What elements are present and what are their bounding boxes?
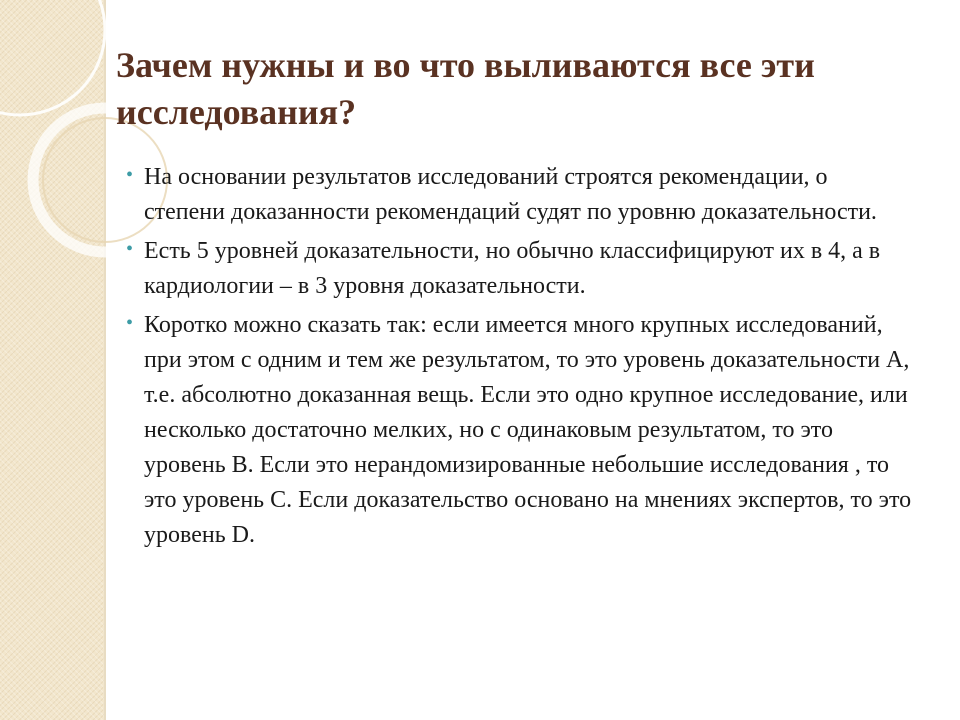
bullet-item: [124, 160, 914, 230]
slide-title: Зачем нужны и во что выливаются все эти исследования?: [116, 45, 815, 132]
bullet-text: Есть 5 уровней доказательности, но обычно классифицируют их в 4, а в кардиологии – в 3 уровня доказательности.: [144, 238, 881, 299]
bullet-text: Коротко можно сказать так: если имеется много крупных исследований, при этом с одним и тем же результатом, то это уровень доказательности А, т.е. абсолютно доказанная вещь. Если это одно крупное исследование, или несколько достаточно мелких, но с одинаковым результатом, то это уровень В. Если это нерандомизированные небольшие исследования , то это уровень С. Если доказательство основано на мнениях экспертов, то это уровень D.: [144, 312, 912, 548]
bullet-text: На основании результатов исследований строятся рекомендации, о степени доказанности рекомендаций судят по уровню доказательности.: [144, 164, 877, 225]
bullet-icon: •: [126, 238, 134, 260]
bullet-icon: •: [126, 312, 134, 334]
bullet-item: [124, 234, 914, 304]
bullet-item: [124, 308, 914, 553]
bullet-icon: •: [126, 164, 134, 186]
bullet-list: [124, 160, 914, 557]
